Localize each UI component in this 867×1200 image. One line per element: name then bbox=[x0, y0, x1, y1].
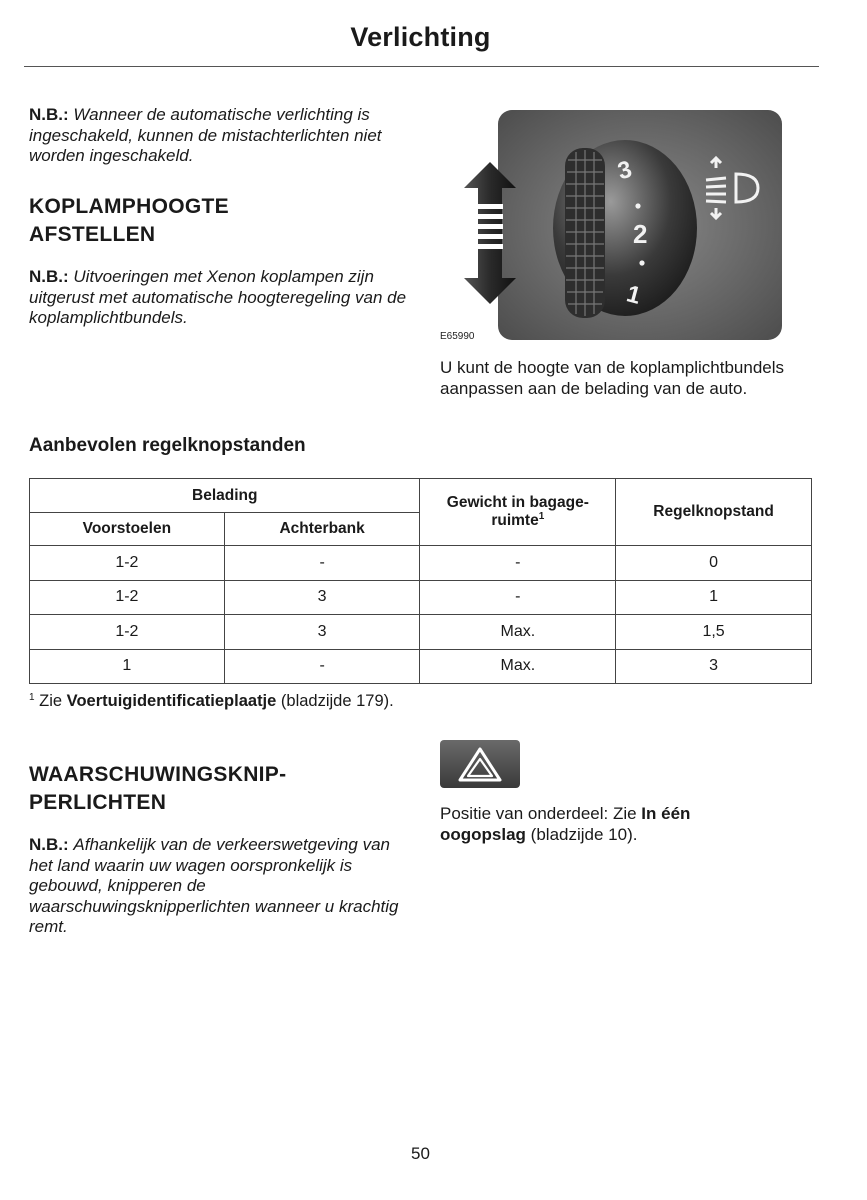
header-gewicht-line1: Gewicht in bagage- bbox=[446, 494, 589, 511]
note-hazard-braking bbox=[29, 835, 414, 938]
note-label: N.B.: bbox=[29, 267, 69, 286]
footnote-marker: 1 bbox=[538, 511, 545, 522]
figure-caption: U kunt de hoogte van de koplamplichtbundels aanpassen aan de belading van de auto. bbox=[440, 358, 785, 398]
table-row bbox=[30, 546, 812, 581]
table-cell: 1,5 bbox=[616, 615, 812, 650]
load-setting-table bbox=[29, 478, 812, 684]
table-cell: 1-2 bbox=[30, 580, 225, 615]
position-suffix: (bladzijde 10). bbox=[525, 824, 638, 844]
hazard-warning-icon bbox=[440, 740, 520, 788]
table-cell: 0 bbox=[616, 546, 812, 581]
note-text: Uitvoeringen met Xenon koplampen zijn uitgerust met automatische hoogteregeling van de koplamplichtbundels. bbox=[29, 267, 407, 327]
dial-mark-1: 1 bbox=[623, 280, 644, 310]
header-gewicht-line2: ruimte bbox=[491, 512, 539, 529]
footnote-suffix: (bladzijde 179). bbox=[276, 692, 394, 710]
table-row bbox=[30, 615, 812, 650]
header-voorstoelen: Voorstoelen bbox=[30, 513, 225, 546]
figure-code: E65990 bbox=[440, 331, 475, 342]
table-cell: - bbox=[224, 546, 420, 581]
header-belading: Belading bbox=[30, 479, 420, 513]
table-cell: 3 bbox=[224, 615, 420, 650]
header-regelknopstand: Regelknopstand bbox=[616, 479, 812, 546]
table-cell: - bbox=[420, 546, 616, 581]
table-cell: 3 bbox=[224, 580, 420, 615]
note-label: N.B.: bbox=[29, 835, 69, 854]
footnote-prefix: Zie bbox=[39, 692, 67, 710]
table-cell: - bbox=[224, 649, 420, 684]
note-automatic-lighting bbox=[29, 105, 414, 167]
position-link[interactable]: In één oogopslag bbox=[440, 804, 691, 844]
table-cell: 1 bbox=[30, 649, 225, 684]
table-cell: 1 bbox=[616, 580, 812, 615]
section-heading-hazard-lights bbox=[29, 761, 429, 817]
knurled-wheel bbox=[565, 148, 605, 318]
table-row bbox=[30, 580, 812, 615]
dial-mark-3: 3 bbox=[614, 155, 635, 186]
heading-line: PERLICHTEN bbox=[29, 791, 167, 814]
position-prefix: Positie van onderdeel: Zie bbox=[440, 804, 642, 823]
dial-mark-2: 2 bbox=[633, 219, 648, 249]
page-title: Verlichting bbox=[350, 22, 491, 52]
heading-line: WAARSCHUWINGSKNIP- bbox=[29, 763, 287, 786]
header-divider bbox=[24, 66, 819, 67]
headlamp-levelling-dial-figure bbox=[440, 110, 782, 340]
note-text: Wanneer de automatische verlichting is ingeschakeld, kunnen de mistachterlichten niet worden ingeschakeld. bbox=[29, 105, 382, 165]
table-cell: 1-2 bbox=[30, 615, 225, 650]
table-footnote bbox=[29, 692, 394, 711]
footnote-number: 1 bbox=[29, 692, 35, 703]
note-xenon bbox=[29, 267, 419, 329]
footnote-link[interactable]: Voertuigidentificatieplaatje bbox=[66, 692, 277, 710]
table-title: Aanbevolen regelknopstanden bbox=[29, 435, 306, 456]
table-cell: 1-2 bbox=[30, 546, 225, 581]
table-row bbox=[30, 649, 812, 684]
table-cell: Max. bbox=[420, 615, 616, 650]
note-text: Afhankelijk van de verkeerswetgeving van het land waarin uw wagen oorspronkelijk is gebouwd, knipperen de waarschuwingsknipperlichten wanneer u krachtig remt. bbox=[29, 835, 399, 936]
table-cell: Max. bbox=[420, 649, 616, 684]
table-cell: 3 bbox=[616, 649, 812, 684]
note-label: N.B.: bbox=[29, 105, 69, 124]
section-heading-headlamp-levelling bbox=[29, 193, 429, 249]
table-cell: - bbox=[420, 580, 616, 615]
header-gewicht bbox=[420, 479, 616, 546]
header-achterbank: Achterbank bbox=[224, 513, 420, 546]
page-number: 50 bbox=[411, 1144, 430, 1163]
heading-line: KOPLAMPHOOGTE bbox=[29, 195, 229, 218]
heading-line: AFSTELLEN bbox=[29, 223, 156, 246]
component-position bbox=[440, 804, 780, 845]
